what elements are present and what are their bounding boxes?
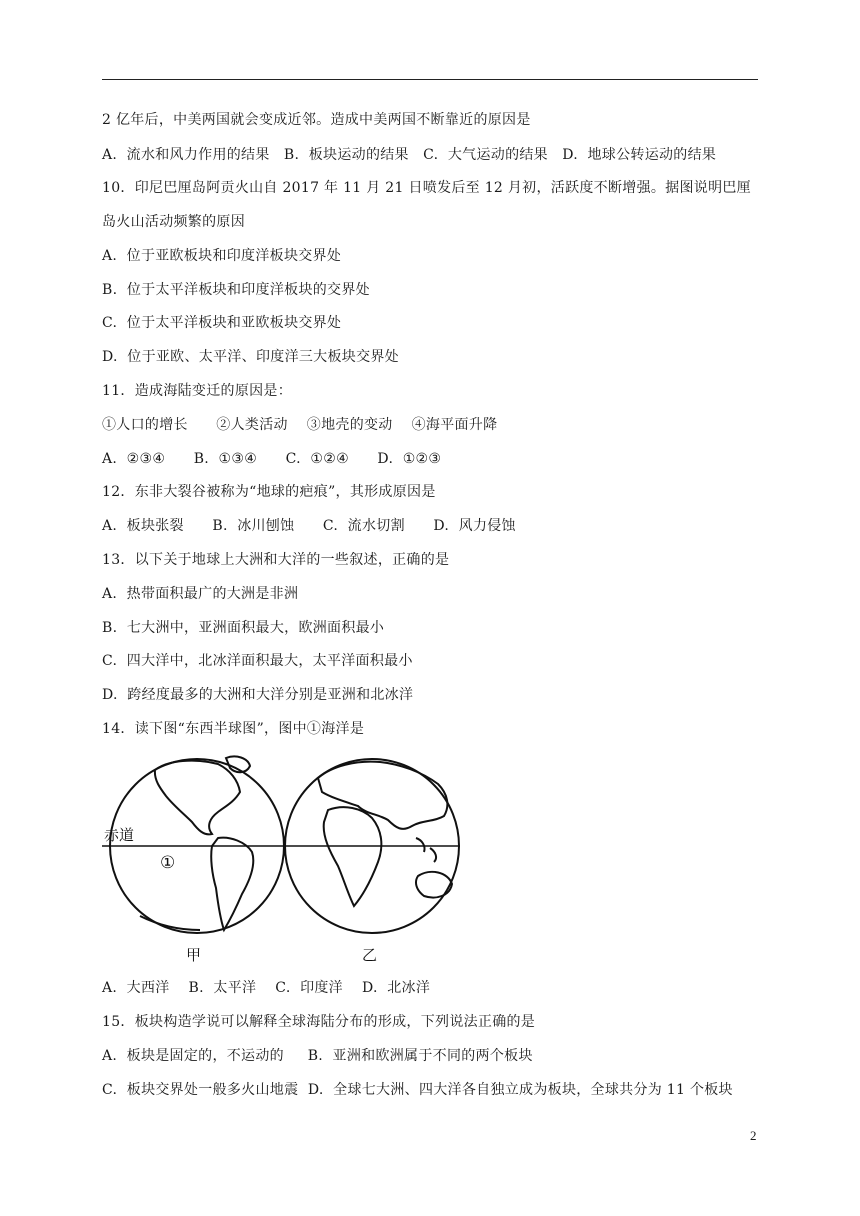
equator-label: 赤道: [104, 826, 135, 844]
page-number: 2: [750, 1128, 757, 1143]
western-hemisphere: [110, 756, 284, 933]
q10-option-b: B. 位于太平洋板块和印度洋板块的交界处: [102, 282, 370, 298]
ocean-marker: ①: [160, 853, 176, 873]
west-hemisphere-label: 甲: [186, 946, 202, 964]
q13-option-a: A. 热带面积最广的大洲是非洲: [102, 586, 299, 602]
q9-options: A. 流水和风力作用的结果 B. 板块运动的结果 C. 大气运动的结果 D. 地球公转运动的结果: [102, 147, 717, 163]
q10-option-c: C. 位于太平洋板块和亚欧板块交界处: [102, 315, 342, 331]
q14-stem: 14．读下图“东西半球图”，图中①海洋是: [102, 721, 365, 737]
hemispheres-figure: [100, 748, 480, 970]
q11-stem: 11．造成海陆变迁的原因是：: [102, 383, 293, 399]
q10-option-a: A. 位于亚欧板块和印度洋板块交界处: [102, 248, 342, 264]
q15-options-cd: C. 板块交界处一般多火山地震 D. 全球七大洲、四大洋各自独立成为板块，全球共分为 11 个板块: [102, 1082, 733, 1098]
q11-items: ①人口的增长 ②人类活动 ③地壳的变动 ④海平面升降: [102, 417, 498, 433]
q11-options: A. ②③④ B. ①③④ C. ①②④ D. ①②③: [102, 451, 442, 467]
q10-stem-line1: 10．印尼巴厘岛阿贡火山自 2017 年 11 月 21 日喷发后至 12 月初，活跃度不断增强。据图说明巴厘: [102, 180, 751, 196]
q12-options: A. 板块张裂 B. 冰川刨蚀 C. 流水切割 D. 风力侵蚀: [102, 518, 516, 534]
q12-stem: 12．东非大裂谷被称为“地球的疤痕”，其形成原因是: [102, 484, 436, 500]
header-rule: [102, 79, 758, 80]
q13-stem: 13．以下关于地球上大洲和大洋的一些叙述，正确的是: [102, 552, 450, 568]
q9-continuation: 2 亿年后，中美两国就会变成近邻。造成中美两国不断靠近的原因是: [102, 112, 531, 128]
q13-option-d: D. 跨经度最多的大洲和大洋分别是亚洲和北冰洋: [102, 687, 414, 703]
q14-options: A. 大西洋 B. 太平洋 C. 印度洋 D. 北冰洋: [102, 980, 431, 996]
q15-options-ab: A. 板块是固定的，不运动的 B. 亚洲和欧洲属于不同的两个板块: [102, 1048, 533, 1064]
q13-option-b: B. 七大洲中，亚洲面积最大，欧洲面积最小: [102, 620, 385, 636]
q10-option-d: D. 位于亚欧、太平洋、印度洋三大板块交界处: [102, 349, 399, 365]
q15-stem: 15．板块构造学说可以解释全球海陆分布的形成，下列说法正确的是: [102, 1014, 536, 1030]
q13-option-c: C. 四大洋中，北冰洋面积最大，太平洋面积最小: [102, 653, 413, 669]
east-hemisphere-label: 乙: [362, 946, 378, 964]
q10-stem-line2: 岛火山活动频繁的原因: [102, 214, 245, 230]
